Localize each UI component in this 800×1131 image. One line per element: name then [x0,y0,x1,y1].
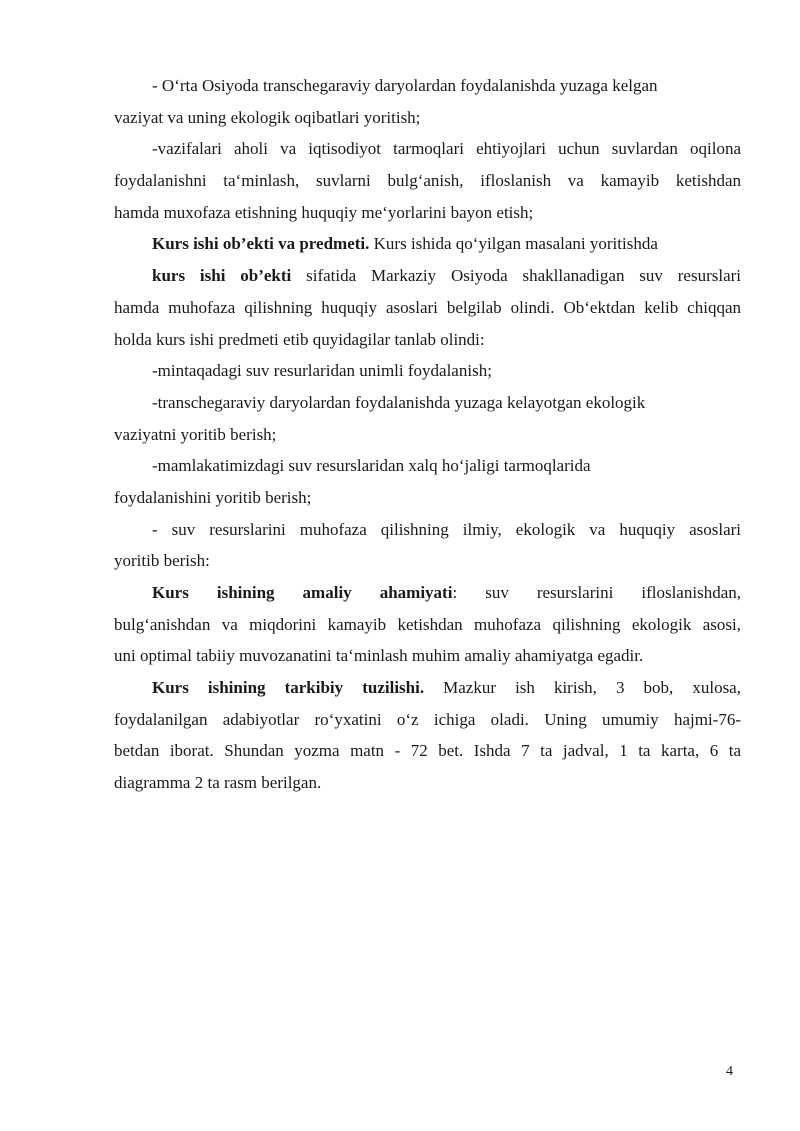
text-line: -transchegaraviy daryolardan foydalanishda yuzaga kelayotgan ekologik [152,392,646,412]
text-line: kurs ishi ob’ekti sifatida Markaziy Osiyoda shakllanadigan suv resurslari [152,266,741,286]
text-line: -mintaqadagi suv resurlaridan unimli foydalanish; [152,361,492,381]
text-line: hamda muhofaza qilishning huquqiy asoslari belgilab olindi. Ob‘ektdan kelib chiqqan [114,297,741,317]
text-line: Kurs ishining tarkibiy tuzilishi. Mazkur ish kirish, 3 bob, xulosa, [152,678,741,698]
section-heading: Kurs ishining tarkibiy tuzilishi. [152,678,425,698]
text-line: - suv resurslarini muhofaza qilishning ilmiy, ekologik va huquqiy asoslari [152,519,741,539]
text-line: foydalanishni ta‘minlash, suvlarni bulg‘anish, ifloslanish va kamayib ketishdan [114,171,741,191]
bold-term: kurs ishi ob’ekti [152,266,292,286]
text-line: -mamlakatimizdagi suv resurslaridan xalq ho‘jaligi tarmoqlarida [152,456,591,476]
text-line: diagramma 2 ta rasm berilgan. [114,773,322,793]
body-text [114,70,741,799]
text-line: holda kurs ishi predmeti etib quyidagilar tanlab olindi: [114,329,485,349]
text-line: - O‘rta Osiyoda transchegaraviy daryolardan foydalanishda yuzaga kelgan [152,76,658,95]
text-line: -vazifalari aholi va iqtisodiyot tarmoqlari ehtiyojlari uchun suvlardan oqilona [152,139,741,159]
section-heading: Kurs ishining amaliy ahamiyati [152,583,453,602]
text-line: yoritib berish: [114,551,210,571]
text-line: foydalanilgan adabiyotlar ro‘yxatini o‘z ichiga oladi. Uning umumiy hajmi-76- [114,709,741,729]
text-line: vaziyatni yoritib berish; [114,424,277,444]
section-heading: Kurs ishi ob’ekti va predmeti. [152,234,370,254]
text-line: foydalanishini yoritib berish; [114,487,312,507]
text-line: betdan iborat. Shundan yozma matn - 72 bet. Ishda 7 ta jadval, 1 ta karta, 6 ta [114,741,741,761]
text-line: Kurs ishi ob’ekti va predmeti. Kurs ishida qo‘yilgan masalani yoritishda [152,234,658,254]
text-line: vaziyat va uning ekologik oqibatlari yoritish; [114,107,421,127]
text-line: uni optimal tabiiy muvozanatini ta‘minlash muhim amaliy ahamiyatga egadir. [114,646,644,666]
text-line: Kurs ishining amaliy ahamiyati: suv resurslarini ifloslanishdan, [152,583,741,602]
text-line: bulg‘anishdan va miqdorini kamayib ketishdan muhofaza qilishning ekologik asosi, [114,614,741,634]
page-number: 4 [726,1064,733,1079]
text-line: hamda muxofaza etishning huquqiy me‘yorlarini bayon etish; [114,202,534,222]
